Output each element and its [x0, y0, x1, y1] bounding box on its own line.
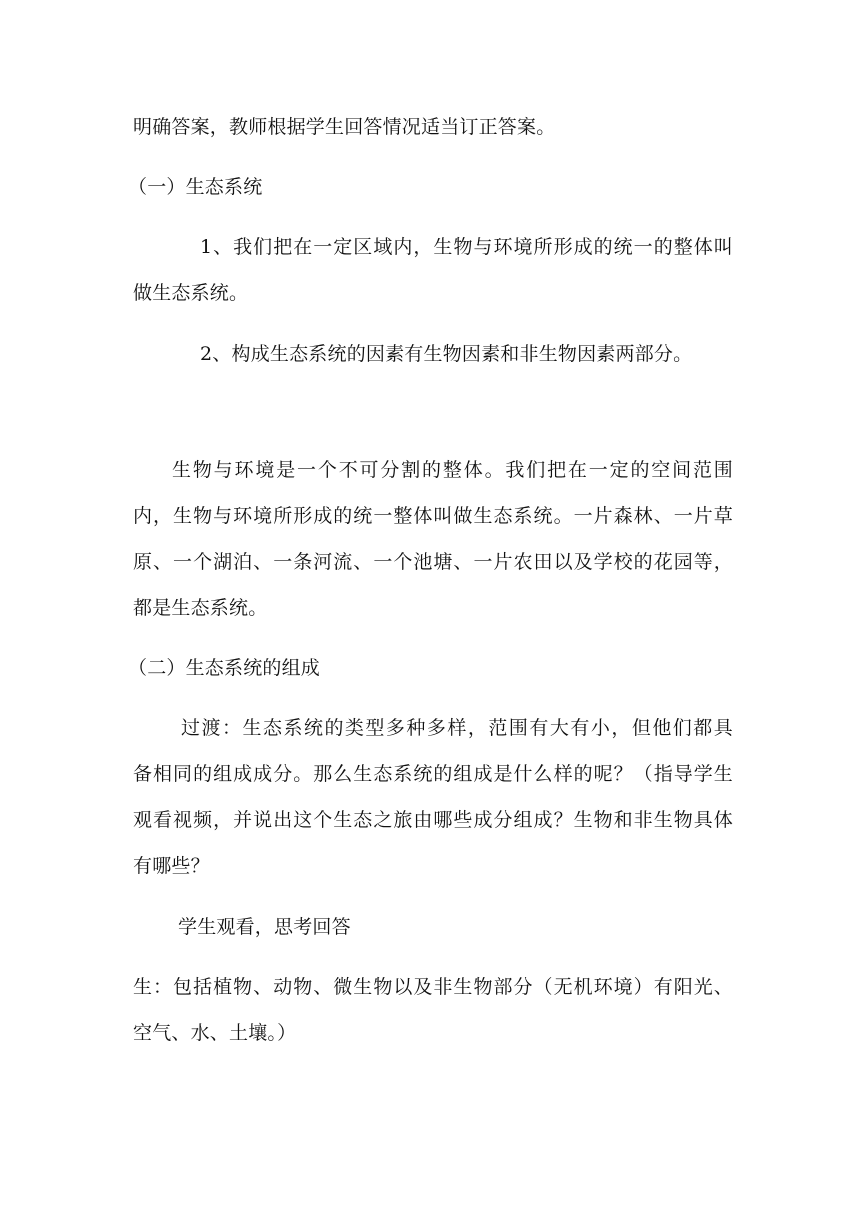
text-line-conclusion: 明确答案，教师根据学生回答情况适当订正答案。 — [133, 116, 556, 138]
paragraph-line-1: 生物与环境是一个不可分割的整体。我们把在一定的空间范围 — [172, 459, 733, 481]
student-activity-line: 学生观看，思考回答 — [178, 916, 351, 938]
section-heading-ecosystem: （一）生态系统 — [128, 176, 263, 198]
transition-line-3: 观看视频，并说出这个生态之旅由哪些成分组成？生物和非生物具体 — [133, 809, 733, 831]
text-line-definition-2: 做生态系统。 — [133, 282, 249, 304]
paragraph-line-2: 内，生物与环境所形成的统一整体叫做生态系统。一片森林、一片草 — [133, 505, 733, 527]
student-answer-line-2: 空气、水、土壤。） — [133, 1022, 297, 1044]
section-heading-composition: （二）生态系统的组成 — [128, 657, 321, 679]
transition-line-4: 有哪些？ — [133, 855, 210, 877]
transition-line-2: 备相同的组成成分。那么生态系统的组成是什么样的呢？（指导学生 — [133, 763, 733, 785]
text-line-factors: 2、构成生态系统的因素有生物因素和非生物因素两部分。 — [200, 343, 693, 365]
paragraph-line-3: 原、一个湖泊、一条河流、一个池塘、一片农田以及学校的花园等， — [133, 551, 733, 573]
student-answer-line-1: 生：包括植物、动物、微生物以及非生物部分（无机环境）有阳光、 — [133, 976, 733, 998]
paragraph-line-4: 都是生态系统。 — [133, 597, 268, 619]
transition-line-1: 过渡：生态系统的类型多种多样，范围有大有小，但他们都具 — [181, 717, 733, 739]
text-line-definition-1: 1、我们把在一定区域内，生物与环境所形成的统一的整体叫 — [200, 236, 733, 258]
